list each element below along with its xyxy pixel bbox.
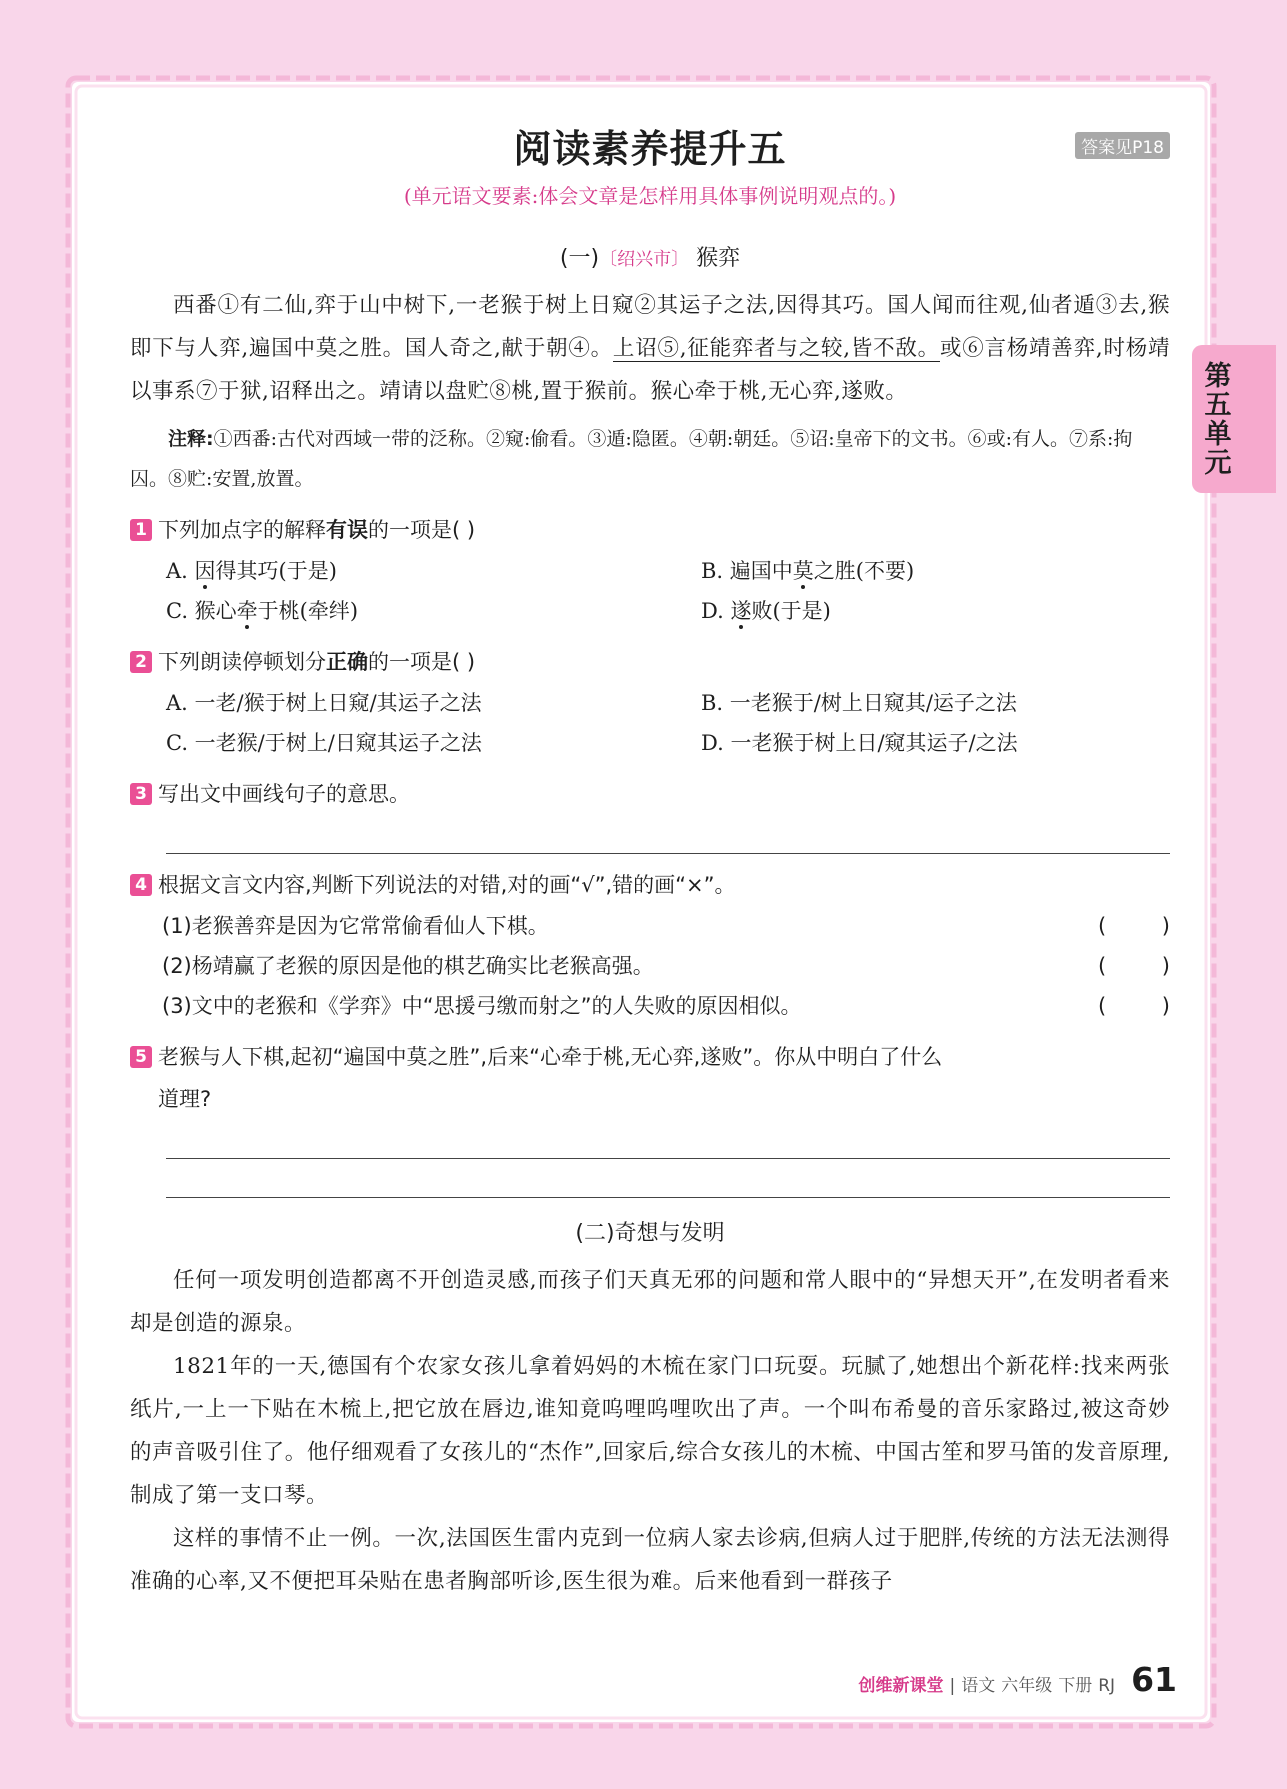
q4-item-2 — [130, 946, 1170, 986]
opt-text: 得其巧(于是) — [215, 559, 337, 583]
question-2-text-pre: 下列朗读停顿划分 — [158, 650, 326, 674]
footer-edition: RJ — [1098, 1676, 1116, 1696]
section2-para-2: 1821年的一天,德国有个农家女孩儿拿着妈妈的木梳在家门口玩耍。玩腻了,她想出个新花样:找来两张纸片,一上一下贴在木梳上,把它放在唇边,谁知竟呜哩呜哩吹出了声。一个叫布希曼的音乐家路过,被这奇妙的声音吸引住了。他仔细观看了女孩儿的“杰作”,回家后,综合女孩儿的木梳、中国古笙和罗马笛的发音原理,制成了第一支口琴。 — [130, 1354, 1170, 1508]
notes-label: 注释: — [168, 428, 214, 450]
question-1-keyword: 有误 — [326, 518, 368, 542]
q3-answer-line[interactable] — [166, 815, 1170, 854]
opt-text: A. — [166, 559, 195, 583]
question-1-number: 1 — [130, 519, 152, 541]
q1-option-b[interactable] — [701, 551, 1201, 591]
dotted-char: 因 — [194, 559, 216, 583]
passage-part-1: 西番①有二仙,弈于山中树下,一老猴于树上日窥②其运子之法,因得其巧。国人闻而往观,仙者遁③去,猴即下与人弈,遍国中莫之胜。国人奇之,献于朝④。 — [130, 293, 1170, 361]
paren-open: ( — [1098, 994, 1107, 1018]
question-2-number: 2 — [130, 651, 152, 673]
q4-item-text: (1)老猴善弈是因为它常常偷看仙人下棋。 — [162, 914, 549, 938]
question-1-text-post: 的一项是( ) — [368, 518, 476, 542]
notes-text: ①西番:古代对西域一带的泛称。②窥:偷看。③遁:隐匿。④朝:朝廷。⑤诏:皇帝下的文书。⑥或:有人。⑦系:拘囚。⑧贮:安置,放置。 — [130, 428, 1133, 490]
question-5 — [130, 1036, 1170, 1120]
q1-option-a[interactable] — [166, 551, 701, 591]
question-3-number: 3 — [130, 783, 152, 805]
question-1 — [130, 509, 1170, 551]
section1-name: 猴弈 — [696, 246, 741, 271]
q4-answer-box[interactable] — [1098, 946, 1170, 986]
passage-underlined: 上诏⑤,征能弈者与之较,皆不敌。 — [612, 336, 940, 361]
question-1-options — [130, 551, 1170, 631]
opt-text: C. 猴心 — [166, 599, 237, 623]
footer-brand: 创维新课堂 — [858, 1676, 944, 1696]
question-3-text: 写出文中画线句子的意思。 — [158, 782, 410, 806]
unit-element: (单元语文要素:体会文章是怎样用具体事例说明观点的。) — [403, 184, 897, 208]
q2-option-c[interactable]: C. 一老猴/于树上/日窥其运子之法 — [166, 731, 482, 755]
q4-answer-box[interactable] — [1098, 986, 1170, 1026]
question-4-text: 根据文言文内容,判断下列说法的对错,对的画“√”,错的画“×”。 — [158, 873, 736, 897]
q2-option-a[interactable]: A. 一老/猴于树上日窥/其运子之法 — [166, 691, 482, 715]
section1-title — [130, 241, 1170, 272]
question-2-text-post: 的一项是( ) — [368, 650, 476, 674]
section2-title: (二)奇想与发明 — [575, 1221, 725, 1246]
footer-grade: 六年级 — [1001, 1676, 1053, 1696]
dotted-char: 遂 — [730, 599, 752, 623]
page-number: 61 — [1131, 1660, 1177, 1699]
page-title: 阅读素养提升五 — [513, 127, 787, 171]
footer-term: 下册 — [1058, 1676, 1093, 1696]
paren-close: ) — [1161, 954, 1170, 978]
question-4-number: 4 — [130, 874, 152, 896]
page-footer — [859, 1660, 1178, 1699]
q5-answer-line-2[interactable] — [166, 1159, 1170, 1198]
title-row — [130, 118, 1170, 174]
section1-source: 〔绍兴市〕 — [599, 249, 690, 270]
opt-text: 败(于是) — [751, 599, 831, 623]
question-2-keyword: 正确 — [326, 650, 368, 674]
question-4 — [130, 864, 1170, 906]
section1-passage — [130, 284, 1170, 413]
question-5-text: 老猴与人下棋,起初“遍国中莫之胜”,后来“心牵于桃,无心弈,遂败”。你从中明白了什么 — [158, 1045, 943, 1069]
question-5-text-cont: 道理? — [158, 1087, 212, 1111]
section1-prefix: (一) — [559, 246, 600, 271]
q4-answer-box[interactable] — [1098, 906, 1170, 946]
q1-option-c[interactable] — [166, 591, 701, 631]
q1-option-d[interactable] — [701, 591, 1201, 631]
opt-text: 之胜(不要) — [813, 559, 915, 583]
footer-separator: | — [949, 1676, 956, 1696]
question-1-text-pre: 下列加点字的解释 — [158, 518, 326, 542]
main-content — [130, 118, 1170, 1603]
section1-notes — [130, 419, 1170, 499]
question-2 — [130, 641, 1170, 683]
q4-item-1 — [130, 906, 1170, 946]
paren-open: ( — [1098, 954, 1107, 978]
q4-item-text: (3)文中的老猴和《学弈》中“思援弓缴而射之”的人失败的原因相似。 — [162, 994, 802, 1018]
side-tab-label: 第五单元 — [1204, 361, 1232, 479]
question-3 — [130, 773, 1170, 815]
q5-answer-line-1[interactable] — [166, 1120, 1170, 1159]
dotted-char: 莫 — [792, 559, 814, 583]
section2-para-3: 这样的事情不止一例。一次,法国医生雷内克到一位病人家去诊病,但病人过于肥胖,传统的方法无法测得准确的心率,又不便把耳朵贴在患者胸部听诊,医生很为难。后来他看到一群孩子 — [130, 1526, 1170, 1594]
q4-item-text: (2)杨靖赢了老猴的原因是他的棋艺确实比老猴高强。 — [162, 954, 654, 978]
question-5-number: 5 — [130, 1046, 152, 1068]
opt-text: D. — [701, 599, 731, 623]
footer-subject: 语文 — [961, 1676, 996, 1696]
paren-close: ) — [1161, 994, 1170, 1018]
q2-option-d[interactable]: D. 一老猴于树上日/窥其运子/之法 — [701, 731, 1018, 755]
passage-part-2: 或⑥言杨靖善弈,时杨靖以事系⑦于狱,诏释出之。靖请以盘贮⑧桃,置于猴前。猴心牵于桃,无心弈,遂败。 — [130, 336, 1171, 404]
dotted-char: 牵 — [236, 599, 258, 623]
q4-item-3 — [130, 986, 1170, 1026]
section2-para-1: 任何一项发明创造都离不开创造灵感,而孩子们天真无邪的问题和常人眼中的“异想天开”,在发明者看来却是创造的源泉。 — [130, 1268, 1170, 1336]
answer-badge: 答案见P18 — [1075, 132, 1170, 159]
opt-text: 于桃(牵绊) — [257, 599, 359, 623]
opt-text: B. 遍国中 — [701, 559, 793, 583]
paren-close: ) — [1161, 914, 1170, 938]
paren-open: ( — [1098, 914, 1107, 938]
q2-option-b[interactable]: B. 一老猴于/树上日窥其/运子之法 — [701, 691, 1017, 715]
question-2-options — [130, 683, 1170, 763]
